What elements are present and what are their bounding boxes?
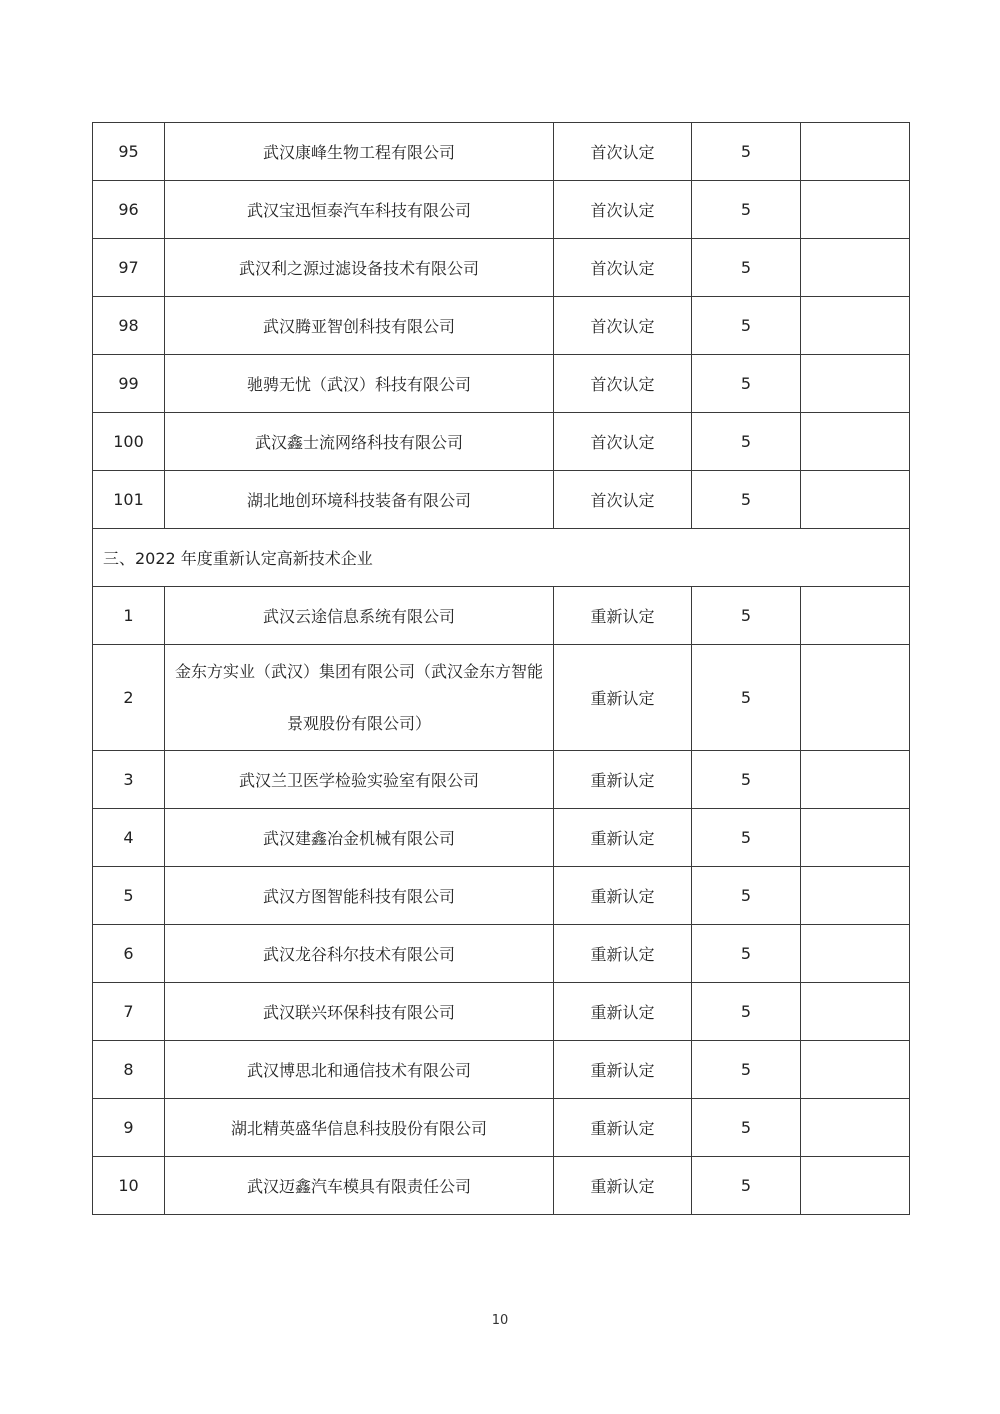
score: 5 (692, 239, 801, 297)
row-number: 101 (93, 471, 165, 529)
note (801, 239, 910, 297)
certification-type: 首次认定 (554, 123, 692, 181)
certification-type: 重新认定 (554, 645, 692, 751)
note (801, 355, 910, 413)
section-row (93, 529, 910, 587)
note (801, 751, 910, 809)
table-body (93, 123, 910, 1215)
certification-type: 首次认定 (554, 413, 692, 471)
note (801, 587, 910, 645)
row-number: 4 (93, 809, 165, 867)
note (801, 413, 910, 471)
row-number: 10 (93, 1157, 165, 1215)
score: 5 (692, 867, 801, 925)
note (801, 1157, 910, 1215)
row-number: 99 (93, 355, 165, 413)
row-number: 5 (93, 867, 165, 925)
certification-type: 重新认定 (554, 751, 692, 809)
score: 5 (692, 1041, 801, 1099)
certification-type: 重新认定 (554, 1099, 692, 1157)
enterprise-table (92, 122, 910, 1215)
score: 5 (692, 123, 801, 181)
table-row (93, 587, 910, 645)
company-name: 武汉博思北和通信技术有限公司 (165, 1041, 554, 1099)
score: 5 (692, 355, 801, 413)
score: 5 (692, 413, 801, 471)
row-number: 3 (93, 751, 165, 809)
company-name: 武汉联兴环保科技有限公司 (165, 983, 554, 1041)
certification-type: 重新认定 (554, 809, 692, 867)
score: 5 (692, 809, 801, 867)
certification-type: 重新认定 (554, 587, 692, 645)
table-row (93, 413, 910, 471)
note (801, 1041, 910, 1099)
table-row (93, 751, 910, 809)
row-number: 8 (93, 1041, 165, 1099)
note (801, 123, 910, 181)
score: 5 (692, 471, 801, 529)
row-number: 100 (93, 413, 165, 471)
table-row (93, 925, 910, 983)
certification-type: 首次认定 (554, 297, 692, 355)
company-name: 武汉鑫士流网络科技有限公司 (165, 413, 554, 471)
row-number: 1 (93, 587, 165, 645)
table-row (93, 1041, 910, 1099)
table-row (93, 123, 910, 181)
certification-type: 首次认定 (554, 355, 692, 413)
score: 5 (692, 983, 801, 1041)
score: 5 (692, 1099, 801, 1157)
score: 5 (692, 1157, 801, 1215)
table-row (93, 471, 910, 529)
row-number: 96 (93, 181, 165, 239)
table-row (93, 239, 910, 297)
company-name: 武汉方图智能科技有限公司 (165, 867, 554, 925)
table-row (93, 645, 910, 751)
table-row (93, 1099, 910, 1157)
certification-type: 首次认定 (554, 181, 692, 239)
score: 5 (692, 925, 801, 983)
note (801, 983, 910, 1041)
certification-type: 重新认定 (554, 925, 692, 983)
company-name: 武汉龙谷科尔技术有限公司 (165, 925, 554, 983)
company-name: 金东方实业（武汉）集团有限公司（武汉金东方智能景观股份有限公司） (165, 645, 554, 751)
certification-type: 重新认定 (554, 1157, 692, 1215)
company-name: 湖北精英盛华信息科技股份有限公司 (165, 1099, 554, 1157)
table-row (93, 983, 910, 1041)
table-row (93, 181, 910, 239)
row-number: 9 (93, 1099, 165, 1157)
company-name: 武汉宝迅恒泰汽车科技有限公司 (165, 181, 554, 239)
company-name: 武汉利之源过滤设备技术有限公司 (165, 239, 554, 297)
note (801, 867, 910, 925)
company-name: 武汉兰卫医学检验实验室有限公司 (165, 751, 554, 809)
note (801, 471, 910, 529)
note (801, 1099, 910, 1157)
page-number: 10 (491, 1313, 509, 1328)
row-number: 2 (93, 645, 165, 751)
company-name: 武汉康峰生物工程有限公司 (165, 123, 554, 181)
score: 5 (692, 587, 801, 645)
row-number: 6 (93, 925, 165, 983)
certification-type: 首次认定 (554, 239, 692, 297)
note (801, 809, 910, 867)
company-name: 武汉建鑫冶金机械有限公司 (165, 809, 554, 867)
certification-type: 重新认定 (554, 1041, 692, 1099)
note (801, 181, 910, 239)
table-row (93, 867, 910, 925)
certification-type: 重新认定 (554, 867, 692, 925)
company-name: 驰骋无忧（武汉）科技有限公司 (165, 355, 554, 413)
table-row (93, 355, 910, 413)
note (801, 297, 910, 355)
row-number: 7 (93, 983, 165, 1041)
table-row (93, 809, 910, 867)
table-row (93, 297, 910, 355)
score: 5 (692, 751, 801, 809)
company-name: 武汉腾亚智创科技有限公司 (165, 297, 554, 355)
section-title: 三、2022 年度重新认定高新技术企业 (93, 529, 910, 587)
row-number: 97 (93, 239, 165, 297)
row-number: 98 (93, 297, 165, 355)
row-number: 95 (93, 123, 165, 181)
note (801, 925, 910, 983)
score: 5 (692, 181, 801, 239)
company-name: 武汉云途信息系统有限公司 (165, 587, 554, 645)
note (801, 645, 910, 751)
certification-type: 重新认定 (554, 983, 692, 1041)
table-row (93, 1157, 910, 1215)
score: 5 (692, 297, 801, 355)
company-name: 武汉迈鑫汽车模具有限责任公司 (165, 1157, 554, 1215)
company-name: 湖北地创环境科技装备有限公司 (165, 471, 554, 529)
score: 5 (692, 645, 801, 751)
certification-type: 首次认定 (554, 471, 692, 529)
